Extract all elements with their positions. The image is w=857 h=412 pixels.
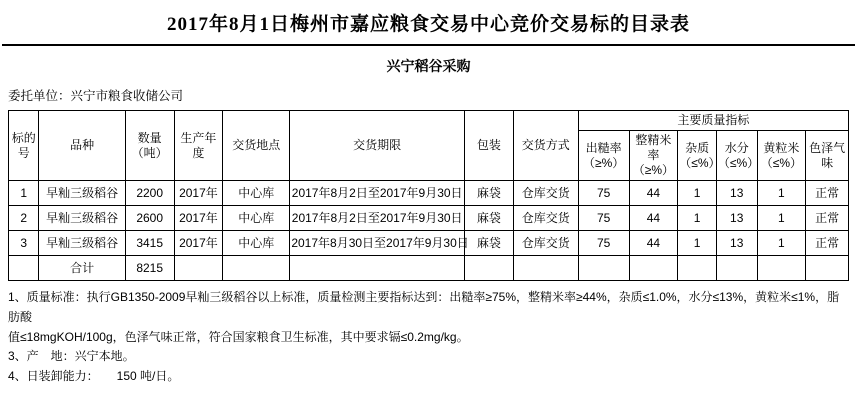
col-color-odor: 色泽气味 [806, 131, 849, 181]
total-empty-yellow-rice [757, 256, 806, 281]
cell-variety: 早籼三级稻谷 [39, 181, 125, 206]
cell-rice-rate: 75 [578, 206, 629, 231]
total-empty-year [174, 256, 223, 281]
col-variety: 品种 [39, 111, 125, 181]
total-empty-period [290, 256, 465, 281]
total-empty-index [9, 256, 39, 281]
note-quality-standard-line1: 1、质量标准：执行GB1350-2009早籼三级稻谷以上标准，质量检测主要指标达到：出糙率≥75%，整精米率≥44%，杂质≤1.0%，水分≤13%，黄粒米≤1%，脂肪酸 [8, 290, 840, 324]
cell-year: 2017年 [174, 206, 223, 231]
cell-whole-rice-rate: 44 [629, 206, 678, 231]
cell-whole-rice-rate: 44 [629, 181, 678, 206]
cell-impurity: 1 [678, 231, 717, 256]
col-group-quality: 主要质量指标 [578, 111, 848, 131]
cell-year: 2017年 [174, 231, 223, 256]
cell-moisture: 13 [716, 231, 757, 256]
cell-yellow-rice: 1 [757, 231, 806, 256]
total-quantity: 8215 [125, 256, 174, 281]
cell-moisture: 13 [716, 206, 757, 231]
col-yellow-rice: 黄粒米（≤%） [757, 131, 806, 181]
cell-place: 中心库 [223, 181, 290, 206]
table-row [9, 231, 849, 256]
cell-quantity: 2200 [125, 181, 174, 206]
notes-section [0, 281, 857, 387]
total-empty-color-odor [806, 256, 849, 281]
cell-period: 2017年8月30日至2017年9月30日 [290, 231, 465, 256]
cell-impurity: 1 [678, 206, 717, 231]
col-moisture: 水分（≤%） [716, 131, 757, 181]
cell-package: 麻袋 [465, 231, 514, 256]
col-year: 生产年度 [174, 111, 223, 181]
total-empty-rice-rate [578, 256, 629, 281]
cell-delivery: 仓库交货 [513, 231, 578, 256]
cell-rice-rate: 75 [578, 231, 629, 256]
col-period: 交货期限 [290, 111, 465, 181]
cell-quantity: 3415 [125, 231, 174, 256]
cell-index: 3 [9, 231, 39, 256]
cell-package: 麻袋 [465, 206, 514, 231]
cell-year: 2017年 [174, 181, 223, 206]
total-label: 合计 [39, 256, 125, 281]
table-row [9, 181, 849, 206]
cell-color-odor: 正常 [806, 206, 849, 231]
col-rice-rate: 出糙率（≥%） [578, 131, 629, 181]
cell-rice-rate: 75 [578, 181, 629, 206]
total-empty-package [465, 256, 514, 281]
cell-yellow-rice: 1 [757, 206, 806, 231]
note-origin: 3、产 地：兴宁本地。 [8, 349, 135, 364]
cell-index: 1 [9, 181, 39, 206]
total-empty-whole-rice-rate [629, 256, 678, 281]
total-empty-place [223, 256, 290, 281]
col-quantity: 数量（吨） [125, 111, 174, 181]
note-loading-capacity: 4、日装卸能力： 150 吨/日。 [8, 369, 180, 384]
col-index: 标的号 [9, 111, 39, 181]
cell-index: 2 [9, 206, 39, 231]
cell-delivery: 仓库交货 [513, 206, 578, 231]
cell-package: 麻袋 [465, 181, 514, 206]
cell-color-odor: 正常 [806, 181, 849, 206]
cell-impurity: 1 [678, 181, 717, 206]
cell-place: 中心库 [223, 231, 290, 256]
cell-yellow-rice: 1 [757, 181, 806, 206]
table-total-row [9, 256, 849, 281]
col-delivery: 交货方式 [513, 111, 578, 181]
cell-variety: 早籼三级稻谷 [39, 206, 125, 231]
note-quality-standard-line2: 值≤18mgKOH/100g，色泽气味正常，符合国家粮食卫生标准，其中要求镉≤0.2mg/kg。 [8, 329, 469, 344]
cell-quantity: 2600 [125, 206, 174, 231]
table-header-group-row [9, 111, 849, 131]
table-row [9, 206, 849, 231]
total-empty-impurity [678, 256, 717, 281]
cell-whole-rice-rate: 44 [629, 231, 678, 256]
bid-items-table [8, 110, 849, 281]
entrust-unit: 委托单位：兴宁市粮食收储公司 [8, 89, 184, 103]
total-empty-moisture [716, 256, 757, 281]
cell-color-odor: 正常 [806, 231, 849, 256]
page-subtitle: 兴宁稻谷采购 [386, 58, 471, 74]
cell-delivery: 仓库交货 [513, 181, 578, 206]
total-empty-delivery [513, 256, 578, 281]
cell-period: 2017年8月2日至2017年9月30日 [290, 206, 465, 231]
cell-moisture: 13 [716, 181, 757, 206]
col-impurity: 杂质（≤%） [678, 131, 717, 181]
col-whole-rice-rate: 整精米率（≥%） [629, 131, 678, 181]
col-place: 交货地点 [223, 111, 290, 181]
page-title: 2017年8月1日梅州市嘉应粮食交易中心竞价交易标的目录表 [2, 0, 855, 46]
cell-period: 2017年8月2日至2017年9月30日 [290, 181, 465, 206]
cell-place: 中心库 [223, 206, 290, 231]
col-package: 包装 [465, 111, 514, 181]
cell-variety: 早籼三级稻谷 [39, 231, 125, 256]
